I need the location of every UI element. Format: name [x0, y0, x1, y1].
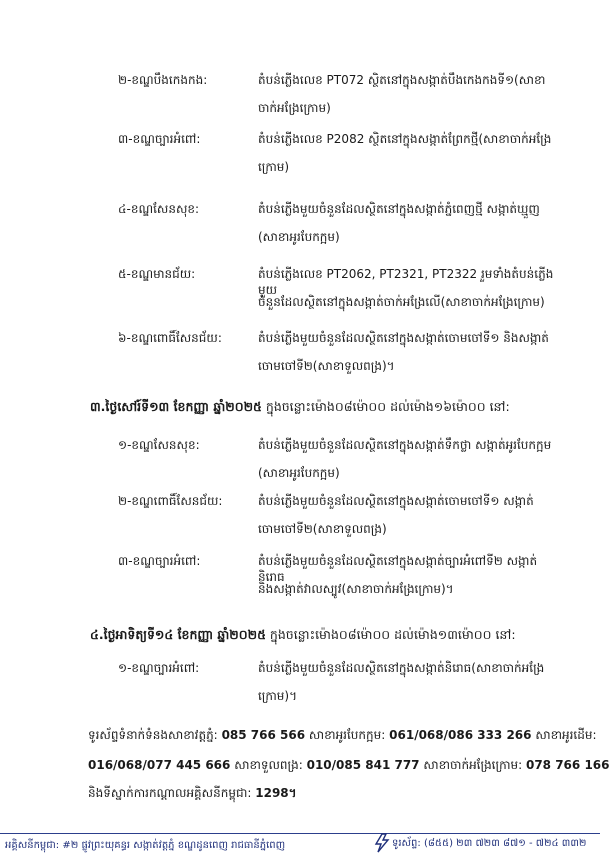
schedule-time: ក្នុងចន្លោះម៉ោង០៨ម៉ោ០០ ដល់ម៉ោង១៣ម៉ោ០០ នៅ: — [265, 627, 516, 642]
phone-number: 085 766 566 — [221, 728, 306, 742]
edc-logo-icon — [372, 832, 392, 858]
district-desc-line: តំបន់ភ្លើងលេខ PT072 ស្ថិតនៅក្នុងសង្កាត់បឹងកេងកងទី១(សាខា — [258, 73, 546, 87]
district-label: ២-ខណ្ឌពោធិ៍សែនជ័យ: — [118, 494, 223, 508]
contact-label: សាខាទួលពង្រ: — [234, 758, 303, 772]
contact-label: សាខាចាក់អង្រែក្រោម: — [423, 758, 523, 772]
district-label: ៦-ខណ្ឌពោធិ៍សែនជ័យ: — [118, 331, 222, 345]
schedule-time: ក្នុងចន្លោះម៉ោង០៨ម៉ោ០០ ដល់ម៉ោង១៦ម៉ោ០០ នៅ: — [261, 399, 510, 414]
district-label: ៣-ខណ្ឌច្បារអំពៅ: — [118, 554, 201, 568]
district-label: ១-ខណ្ឌសែនសុខ: — [118, 438, 200, 452]
schedule-date: ៤.ថ្ងៃអាទិត្យទី១៤ ខែកញ្ញា ឆ្នាំ២០២៥ — [90, 627, 266, 642]
phone-number: 1298។ — [255, 786, 297, 800]
district-desc-line: ក្រោម)។ — [258, 689, 298, 703]
district-label: ៤-ខណ្ឌសែនសុខ: — [118, 202, 200, 216]
district-desc-line: តំបន់ភ្លើងលេខ P2082 ស្ថិតនៅក្នុងសង្កាត់ព្រែកថ្មី(សាខាចាក់អង្រែ — [258, 132, 552, 146]
phone-number: 016/068/077 445 666 — [88, 758, 231, 772]
district-label: ២-ខណ្ឌបឹងកេងកង: — [118, 73, 208, 87]
district-desc-line: ចំនួនដែលស្ថិតនៅក្នុងសង្កាត់ចាក់អង្រែលើ(សាខាចាក់អង្រែក្រោម) — [258, 295, 545, 309]
contact-label: សាខាអូរបែកក្អម: — [308, 728, 386, 742]
district-label: ១-ខណ្ឌច្បារអំពៅ: — [118, 661, 200, 675]
schedule-date: ៣.ថ្ងៃសៅរ៍ទី១៣ ខែកញ្ញា ឆ្នាំ២០២៥ — [90, 399, 262, 414]
footer-divider — [0, 833, 600, 834]
footer-address: អគ្គិសនីកម្ពុជា: #២ ផ្លូវព្រះយុគន្ធរ សង្កាត់វត្តភ្នំ ខណ្ឌដូនពេញ រាជធានីភ្នំពេញ — [5, 840, 286, 851]
district-desc-line: (សាខាអូរបែកក្អម) — [258, 230, 340, 244]
district-desc-line: តំបន់ភ្លើងមួយចំនួនដែលស្ថិតនៅក្នុងសង្កាត់ទឹកថ្លា សង្កាត់អូរបែកក្អម — [258, 438, 552, 452]
district-label: ៣-ខណ្ឌច្បារអំពៅ: — [118, 132, 201, 146]
footer-phone: ទូរស័ព្ទ: (៨៥៥) ២៣ ៧២៣ ៨៧១ - ៧២៤ ៣៣២ — [392, 838, 587, 849]
district-desc-line: ចាក់អង្រែក្រោម) — [258, 101, 331, 115]
phone-number: 061/068/086 333 266 — [389, 728, 532, 742]
district-desc-line: តំបន់ភ្លើងលេខ PT2062, PT2321, PT2322 រួមទាំងតំបន់ភ្លើងមួយ — [258, 267, 554, 297]
district-desc-line: ចោមចៅទី២(សាខាទួលពង្រ) — [258, 522, 387, 536]
district-desc-line: និងសង្កាត់វាលស្បូវ(សាខាចាក់អង្រែក្រោម)។ — [258, 582, 454, 596]
district-desc-line: តំបន់ភ្លើងមួយចំនួនដែលស្ថិតនៅក្នុងសង្កាត់និរោធ(សាខាចាក់អង្រែ — [258, 661, 545, 675]
district-desc-line: តំបន់ភ្លើងមួយចំនួនដែលស្ថិតនៅក្នុងសង្កាត់ចោមចៅទី១ សង្កាត់ — [258, 494, 534, 508]
contact-label: និងទីស្នាក់ការកណ្តាលអគ្គិសនីកម្ពុជា: — [88, 786, 252, 800]
contact-label: ទូរស័ព្ទទំនាក់ទំនងសាខាវត្តភ្នំ: — [88, 728, 218, 742]
district-desc-line: តំបន់ភ្លើងមួយចំនួនដែលស្ថិតនៅក្នុងសង្កាត់ភ្នំពេញថ្មី សង្កាត់ឃ្មួញ — [258, 202, 540, 216]
district-label: ៥-ខណ្ឌមានជ័យ: — [118, 267, 196, 281]
district-desc-line: (សាខាអូរបែកក្អម) — [258, 466, 340, 480]
district-desc-line: ក្រោម) — [258, 160, 290, 174]
district-desc-line: តំបន់ភ្លើងមួយចំនួនដែលស្ថិតនៅក្នុងសង្កាត់ចោមចៅទី១ និងសង្កាត់ — [258, 331, 549, 345]
contact-label: សាខាអូរដើម: — [535, 728, 597, 742]
district-desc-line: តំបន់ភ្លើងមួយចំនួនដែលស្ថិតនៅក្នុងសង្កាត់ច្បារអំពៅទី២ សង្កាត់និរោធ — [258, 554, 538, 584]
phone-number: 078 766 166 — [525, 758, 610, 772]
district-desc-line: ចោមចៅទី២(សាខាទួលពង្រ)។ — [258, 359, 395, 373]
phone-number: 010/085 841 777 — [306, 758, 420, 772]
